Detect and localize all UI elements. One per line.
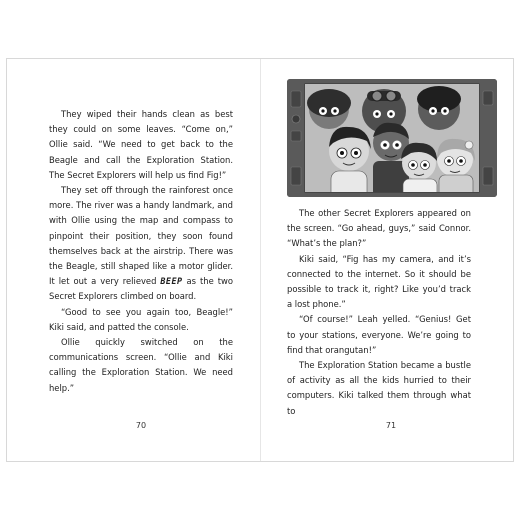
- paragraph: They wiped their hands clean as best they could on some leaves. “Come on,” Ollie said. “We need to get back to the Beagle and call the Exploration Station. The Secret Explorers will help us find Fig!”: [49, 109, 233, 180]
- paragraph: “Good to see you again too, Beagle!” Kiki said, and patted the console.: [49, 306, 233, 332]
- page-number: 71: [385, 421, 397, 430]
- paragraph: “Of course!” Leah yelled. “Genius! Get to your stations, everyone. We’re going to find that orangutan!”: [287, 314, 471, 355]
- left-page-text: [49, 107, 233, 396]
- paragraph: [49, 183, 233, 305]
- page-number: 70: [135, 421, 147, 430]
- paragraph-text: They set off through the rainforest once more. The river was a handy landmark, and with Ollie using the map and compass to pinpoint their position, they soon found themselves back at the airstrip. There was the Beagle, still shaped like a motor glider. It let out a very relieved: [49, 185, 233, 287]
- beep-sound-word: BEEP: [160, 276, 183, 287]
- right-page-text: [287, 206, 471, 419]
- paragraph: Kiki said, “Fig has my camera, and it’s connected to the internet. So it should be possible to track it, right? Like you’d track a lost phone.”: [287, 253, 471, 310]
- communications-screen-illustration: [287, 79, 497, 197]
- paragraph: Ollie quickly switched on the communications screen. “Ollie and Kiki calling the Exploration Station. We need help.”: [49, 337, 233, 393]
- book-spread: [6, 58, 514, 462]
- right-page: [261, 59, 515, 461]
- explorers-on-screen-illustration: [287, 79, 497, 197]
- paragraph: The Exploration Station became a bustle of activity as all the kids hurried to their computers. Kiki talked them through what to: [287, 360, 471, 416]
- paragraph: The other Secret Explorers appeared on the screen. “Go ahead, guys,” said Connor. “What’s the plan?”: [287, 208, 471, 249]
- paragraph-text: as the two Secret Explorers climbed on board.: [49, 276, 233, 302]
- left-page: [7, 59, 260, 461]
